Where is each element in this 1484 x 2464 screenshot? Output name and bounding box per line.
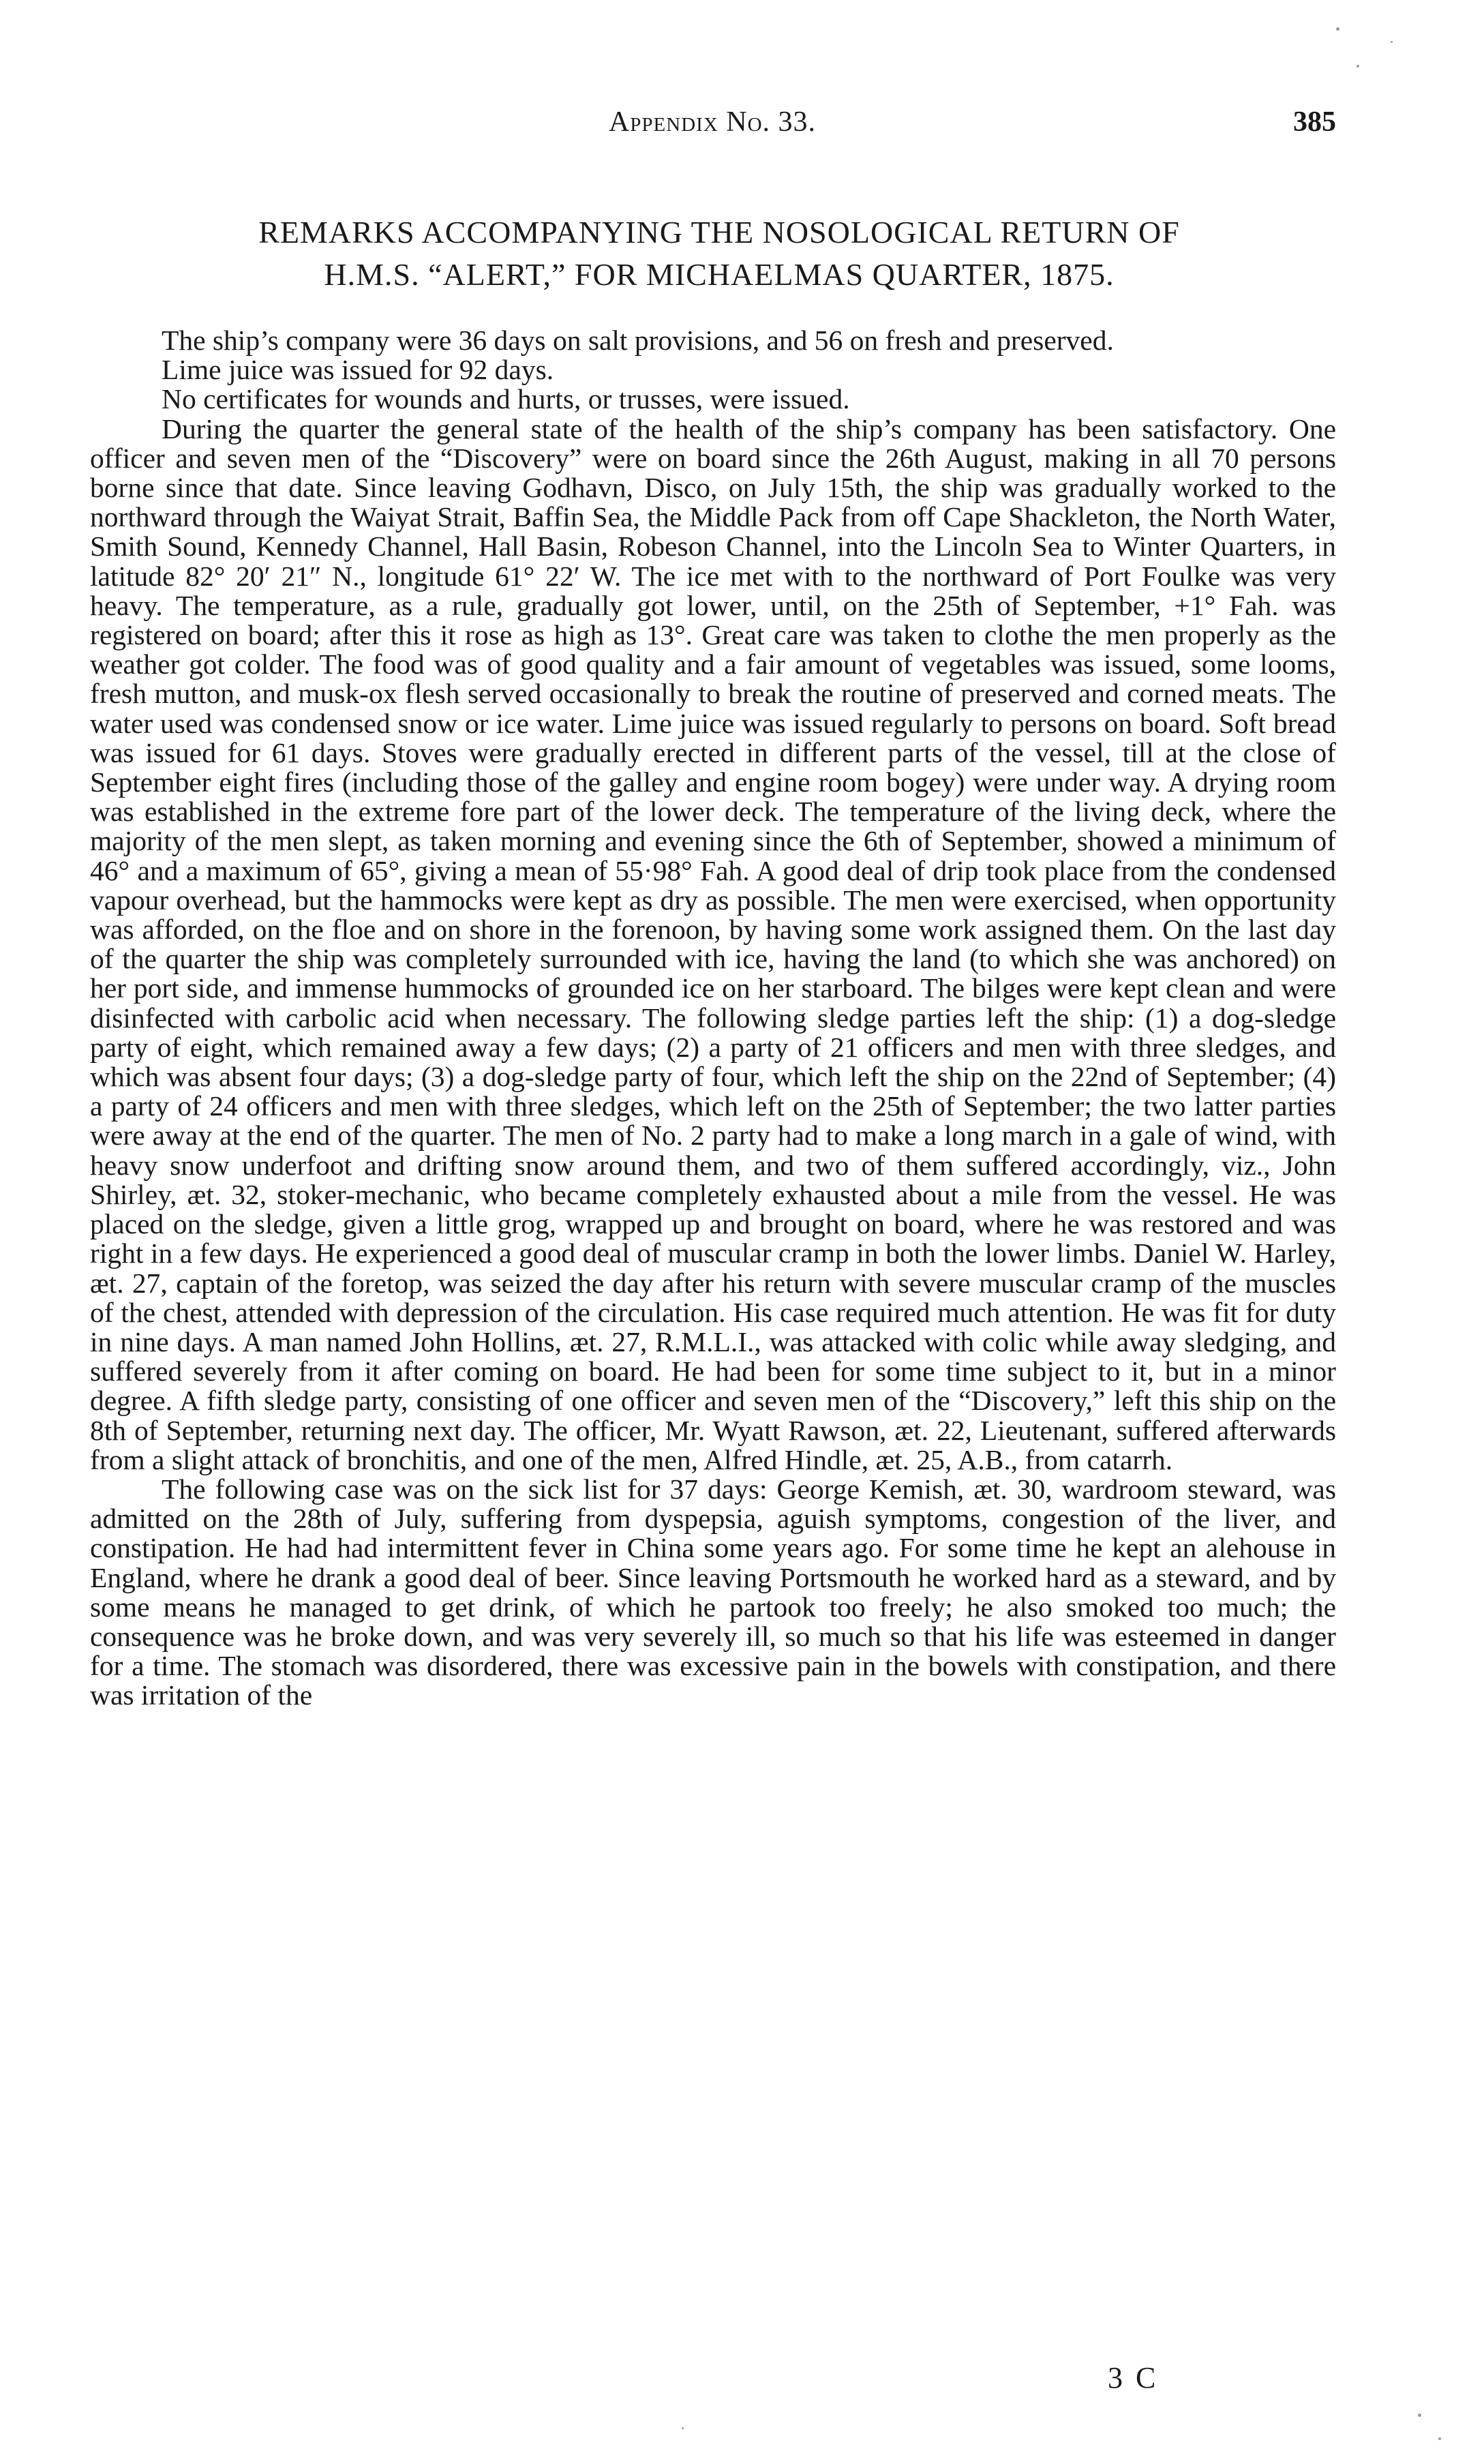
signature-mark: 3 C [1108, 2361, 1159, 2394]
document-title [157, 211, 1282, 296]
print-speck [1438, 2437, 1441, 2440]
paragraph-provisions: The ship’s company were 36 days on salt provisions, and 56 on fresh and preserved. [162, 325, 1114, 356]
body-text [90, 326, 1336, 1711]
page-number: 385 [1293, 106, 1336, 138]
print-speck [1357, 65, 1359, 67]
print-speck [1418, 2414, 1421, 2417]
paragraph-quarter-report: During the quarter the general state of the health of the ship’s company has been satisfactory. One officer and seven men of the “Discovery” were on board since the 26th August, making in all 70 persons borne since that date. Since leaving Godhavn, Disco, on July 15th, the ship was gradually worked to the northward through the Waiyat Strait, Baffin Sea, the Middle Pack from off Cape Shackleton, the North Water, Smith Sound, Kennedy Channel, Hall Basin, Robeson Channel, into the Lincoln Sea to Winter Quarters, in latitude 82° 20′ 21″ N., longitude 61° 22′ W. The ice met with to the northward of Port Foulke was very heavy. The temperature, as a rule, gradually got lower, until, on the 25th of September, +1° Fah. was registered on board; after this it rose as high as 13°. Great care was taken to clothe the men properly as the weather got colder. The food was of good quality and a fair amount of vegetables was issued, some looms, fresh mutton, and musk-ox flesh served occasionally to break the routine of preserved and corned meats. The water used was condensed snow or ice water. Lime juice was issued regularly to persons on board. Soft bread was issued for 61 days. Stoves were gradually erected in different parts of the vessel, till at the close of September eight fires (including those of the galley and engine room bogey) were under way. A drying room was established in the extreme fore part of the lower deck. The temperature of the living deck, where the majority of the men slept, as taken morning and evening since the 6th of September, showed a minimum of 46° and a maximum of 65°, giving a mean of 55·98° Fah. A good deal of drip took place from the condensed vapour overhead, but the hammocks were kept as dry as possible. The men were exercised, when opportunity was afforded, on the floe and on shore in the forenoon, by having some work assigned them. On the last day of the quarter the ship was completely surrounded with ice, having the land (to which she was anchored) on her port side, and immense hummocks of grounded ice on her starboard. The bilges were kept clean and were disinfected with carbolic acid when necessary. The following sledge parties left the ship: (1) a dog-sledge party of eight, which remained away a few days; (2) a party of 21 officers and men with three sledges, and which was absent four days; (3) a dog-sledge party of four, which left the ship on the 22nd of September; (4) a party of 24 officers and men with three sledges, which left on the 25th of September; the two latter parties were away at the end of the quarter. The men of No. 2 party had to make a long march in a gale of wind, with heavy snow underfoot and drifting snow around them, and two of them suffered accordingly, viz., John Shirley, æt. 32, stoker-mechanic, who became completely exhausted about a mile from the vessel. He was placed on the sledge, given a little grog, wrapped up and brought on board, where he was restored and was right in a few days. He experienced a good deal of muscular cramp in both the lower limbs. Daniel W. Harley, æt. 27, captain of the foretop, was seized the day after his return with severe muscular cramp of the muscles of the chest, attended with depression of the circulation. His case required much attention. He was fit for duty in nine days. A man named John Hollins, æt. 27, R.M.L.I., was attacked with colic while away sledging, and suffered severely from it after coming on board. He had been for some time subject to it, but in a minor degree. A fifth sledge party, consisting of one officer and seven men of the “Discovery,” left this ship on the 8th of September, returning next day. The officer, Mr. Wyatt Rawson, æt. 22, Lieutenant, suffered afterwards from a slight attack of bronchitis, and one of the men, Alfred Hindle, æt. 25, A.B., from catarrh. [90, 412, 1336, 1475]
title-line-1: REMARKS ACCOMPANYING THE NOSOLOGICAL RETURN OF [258, 215, 1180, 250]
paragraph-lime-juice: Lime juice was issued for 92 days. [162, 354, 554, 386]
print-speck [1336, 27, 1339, 31]
print-speck [682, 2427, 684, 2429]
title-line-2: H.M.S. “ALERT,” FOR MICHAELMAS QUARTER, 1875. [324, 257, 1115, 292]
print-speck [1391, 41, 1393, 43]
paragraph-case-kemish: The following case was on the sick list for 37 days: George Kemish, æt. 30, wardroom steward, was admitted on the 28th of July, suffering from dyspepsia, aguish symptoms, congestion of the liver, and constipation. He had had intermittent fever in China some years ago. For some time he kept an alehouse in England, where he drank a good deal of beer. Since leaving Portsmouth he worked hard as a steward, and by some means he managed to get drink, of which he partook too freely; he also smoked too much; the consequence was he broke down, and was very severely ill, so much so that his life was esteemed in danger for a time. The stomach was disordered, there was excessive pain in the bowels with constipation, and there was irritation of the [90, 1473, 1336, 1711]
page-header [89, 106, 1336, 147]
paragraph-certificates: No certificates for wounds and hurts, or trusses, were issued. [162, 383, 850, 415]
running-head: Appendix No. 33. [608, 106, 817, 138]
